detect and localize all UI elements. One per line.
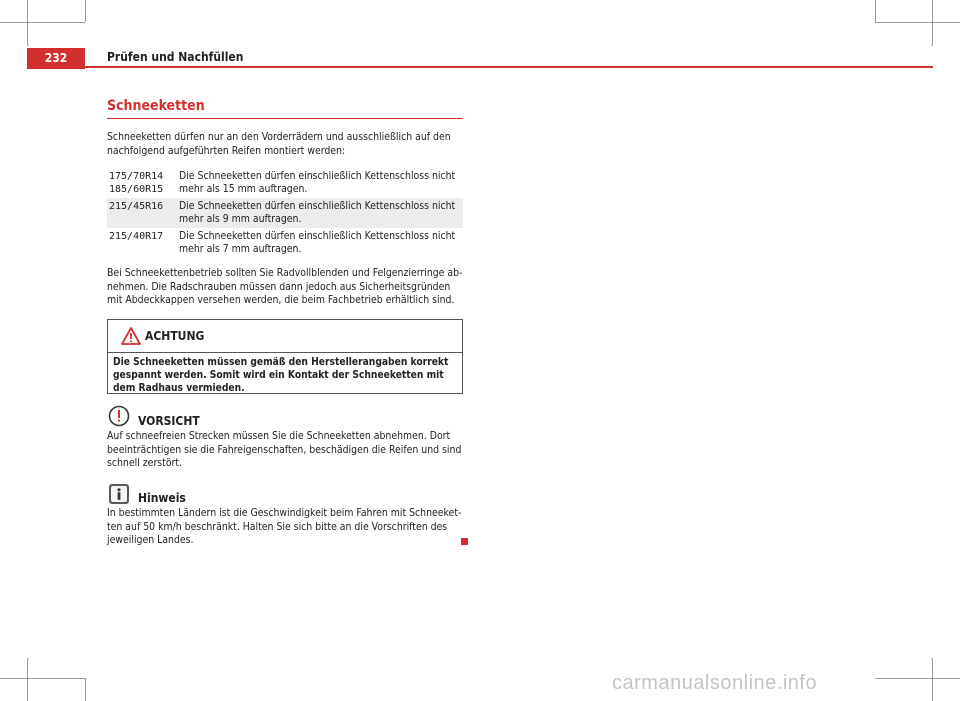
- crop-mark: [932, 0, 933, 46]
- crop-mark: [27, 0, 28, 46]
- crop-mark: [0, 22, 85, 23]
- tire-rule: Die Schneeketten dürfen einschließlich Kettenschloss nicht mehr als 9 mm auftragen.: [177, 198, 463, 228]
- intro-paragraph: Schneeketten dürfen nur an den Vorderrädern und ausschließlich auf den nachfolgend aufgeführten Reifen montiert werden:: [107, 131, 451, 157]
- crop-mark: [85, 678, 86, 701]
- info-icon: [108, 483, 130, 505]
- tire-rule: Die Schneeketten dürfen einschließlich Kettenschloss nicht mehr als 7 mm auftragen.: [179, 230, 456, 255]
- page-number: 232: [27, 48, 85, 69]
- section-end-mark: [461, 538, 468, 545]
- note-title: Hinweis: [138, 491, 186, 505]
- caution-text: Auf schneefreien Strecken müssen Sie die Schneeketten abnehmen. Dort beeinträchtigen sie die Fahreigenschaften, beschädigen die Reifen und sind schnell zerstört.: [107, 430, 462, 469]
- warning-header: [108, 320, 462, 353]
- warning-box: [107, 319, 463, 394]
- caution-icon: [108, 405, 130, 427]
- crop-mark: [27, 658, 28, 701]
- tire-size: 215/40R17: [109, 231, 164, 242]
- warning-text: Die Schneeketten müssen gemäß den Herstellerangaben korrekt gespannt werden. Somit wird ein Kontakt der Schneeketten mit dem Radhaus vermieden.: [113, 357, 449, 394]
- crop-mark: [85, 0, 86, 22]
- watermark: carmanualsonline.info: [612, 672, 818, 694]
- warning-title: ACHTUNG: [145, 329, 205, 343]
- section-title: Schneeketten: [107, 98, 463, 119]
- table-row: [107, 198, 463, 228]
- tire-size-table: [107, 168, 463, 258]
- tire-size: 215/45R16: [107, 198, 177, 228]
- table-row: [107, 228, 463, 258]
- running-title: Prüfen und Nachfüllen: [107, 50, 244, 64]
- crop-mark: [875, 0, 876, 22]
- tire-size: 175/70R14 185/60R15: [109, 171, 164, 195]
- tire-rule: Die Schneeketten dürfen einschließlich Kettenschloss nicht mehr als 15 mm auftragen.: [179, 170, 456, 195]
- caution-title: VORSICHT: [138, 414, 200, 428]
- operation-paragraph: Bei Schneekettenbetrieb sollten Sie Radvollblenden und Felgenzierringe abnehmen. Die Radschrauben müssen dann jedoch aus Sicherheitsgründen mit Abdeckkappen versehen werden, die beim Fachbetrieb erhältlich sind.: [107, 267, 463, 306]
- table-row: [107, 168, 463, 198]
- crop-mark: [875, 678, 960, 679]
- crop-mark: [0, 678, 85, 679]
- warning-triangle-icon: [121, 327, 141, 345]
- crop-mark: [875, 22, 960, 23]
- note-text: In bestimmten Ländern ist die Geschwindigkeit beim Fahren mit Schneeketten auf 50 km/h beschränkt. Halten Sie sich bitte an die Vorschriften des jeweiligen Landes.: [107, 507, 462, 546]
- header-rule: [85, 66, 933, 68]
- crop-mark: [932, 658, 933, 701]
